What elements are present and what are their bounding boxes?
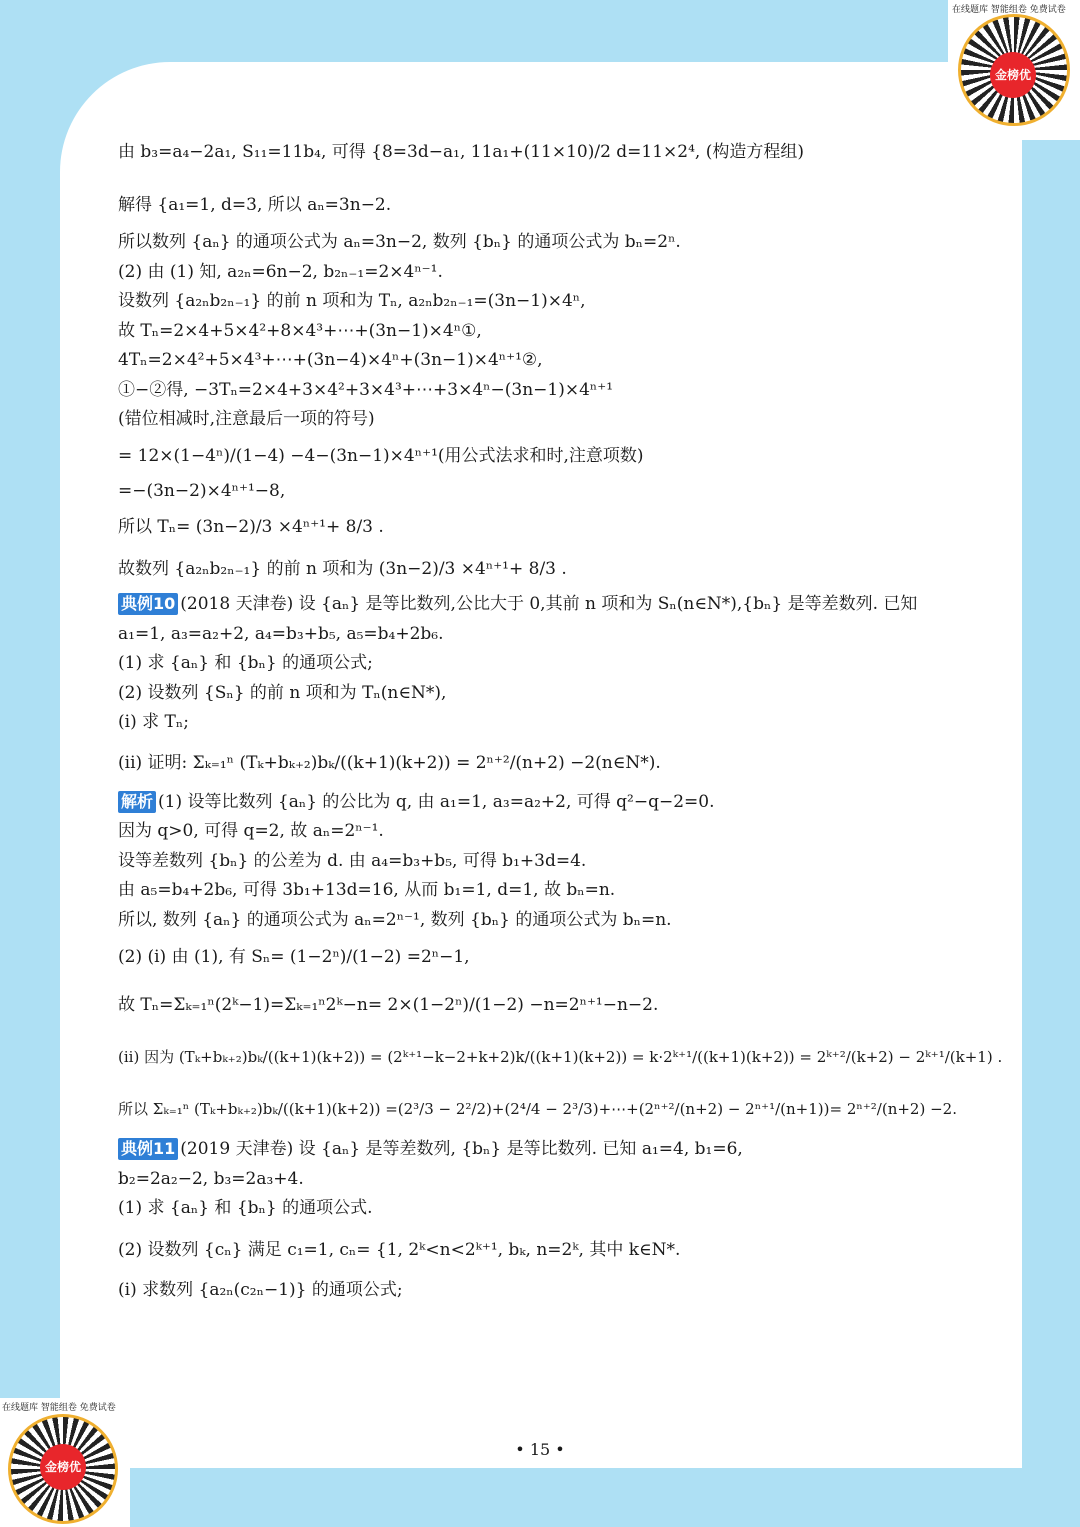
text-line: 所以, 数列 {aₙ} 的通项公式为 aₙ=2ⁿ⁻¹, 数列 {bₙ} 的通项公式为 bₙ=n. [118, 909, 672, 930]
qr-caption: 在线题库 智能组卷 免费试卷 [2, 1403, 116, 1413]
text-line: (2) 设数列 {cₙ} 满足 c₁=1, cₙ= {1, 2ᵏ<n<2ᵏ⁺¹, bₖ, n=2ᵏ, 其中 k∈N*. [118, 1239, 681, 1260]
example-11-text: (2019 天津卷) 设 {aₙ} 是等差数列, {bₙ} 是等比数列. 已知 a₁=4, b₁=6, [180, 1139, 743, 1159]
text-line: 故 Tₙ=2×4+5×4²+8×4³+⋯+(3n−1)×4ⁿ①, [118, 320, 482, 341]
qr-code-bottom-left[interactable] [0, 1398, 130, 1527]
example-10-tag: 典例10 [118, 593, 178, 615]
example-10-line [118, 590, 998, 620]
text-line: a₁=1, a₃=a₂+2, a₄=b₃+b₅, a₅=b₄+2b₆. [118, 623, 444, 644]
text-line: 解得 {a₁=1, d=3, 所以 aₙ=3n−2. [118, 195, 392, 215]
text-line: 4Tₙ=2×4²+5×4³+⋯+(3n−4)×4ⁿ+(3n−1)×4ⁿ⁺¹②, [118, 350, 543, 370]
text-line: (1) 求 {aₙ} 和 {bₙ} 的通项公式; [118, 653, 373, 673]
text-line: b₂=2a₂−2, b₃=2a₃+4. [118, 1168, 304, 1189]
text-line: 所以数列 {aₙ} 的通项公式为 aₙ=3n−2, 数列 {bₙ} 的通项公式为 bₙ=2ⁿ. [118, 232, 681, 252]
text-line: (2) 由 (1) 知, a₂ₙ=6n−2, b₂ₙ₋₁=2×4ⁿ⁻¹. [118, 261, 443, 282]
example-11-tag: 典例11 [118, 1138, 178, 1160]
page-content [118, 122, 1003, 1305]
text-line: ①−②得, −3Tₙ=2×4+3×4²+3×4³+⋯+3×4ⁿ−(3n−1)×4ⁿ⁺¹ [118, 379, 614, 400]
text-line: (错位相减时,注意最后一项的符号) [118, 409, 375, 429]
text-line: (ii) 证明: Σₖ₌₁ⁿ (Tₖ+bₖ₊₂)bₖ/((k+1)(k+2)) = 2ⁿ⁺²/(n+2) −2(n∈N*). [118, 752, 661, 773]
text-line: 设数列 {a₂ₙb₂ₙ₋₁} 的前 n 项和为 Tₙ, a₂ₙb₂ₙ₋₁=(3n−1)×4ⁿ, [118, 291, 586, 311]
text-line: 所以 Tₙ= (3n−2)/3 ×4ⁿ⁺¹+ 8/3 . [118, 517, 384, 537]
text-line: =−(3n−2)×4ⁿ⁺¹−8, [118, 480, 286, 501]
qr-caption: 在线题库 智能组卷 免费试卷 [952, 5, 1066, 15]
text-line: 设等差数列 {bₙ} 的公差为 d. 由 a₄=b₃+b₅, 可得 b₁+3d=4. [118, 850, 587, 871]
brand-logo: 金榜优 [40, 1444, 86, 1490]
text-line: (i) 求数列 {a₂ₙ(c₂ₙ−1)} 的通项公式; [118, 1279, 403, 1300]
text-line: (2) (i) 由 (1), 有 Sₙ= (1−2ⁿ)/(1−2) =2ⁿ−1, [118, 947, 470, 967]
brand-logo: 金榜优 [990, 52, 1036, 98]
text-line: (ii) 因为 (Tₖ+bₖ₊₂)bₖ/((k+1)(k+2)) = (2ᵏ⁺¹−k−2+k+2)k/((k+1)(k+2)) = k·2ᵏ⁺¹/((k+1)(k+2)) = 2ᵏ⁺²/(k+2) − 2ᵏ⁺¹/(k+1) . [118, 1048, 1003, 1066]
text-line: = 12×(1−4ⁿ)/(1−4) −4−(3n−1)×4ⁿ⁺¹(用公式法求和时,注意项数) [118, 445, 644, 466]
analysis-text: (1) 设等比数列 {aₙ} 的公比为 q, 由 a₁=1, a₃=a₂+2, 可得 q²−q−2=0. [158, 791, 715, 812]
text-line: 所以 Σₖ₌₁ⁿ (Tₖ+bₖ₊₂)bₖ/((k+1)(k+2)) =(2³/3 − 2²/2)+(2⁴/4 − 2³/3)+⋯+(2ⁿ⁺²/(n+2) − 2ⁿ⁺¹/(n+1))= 2ⁿ⁺²/(n+2) −2. [118, 1100, 957, 1118]
text-line: 由 b₃=a₄−2a₁, S₁₁=11b₄, 可得 {8=3d−a₁, 11a₁+(11×10)/2 d=11×2⁴, (构造方程组) [118, 142, 805, 162]
text-line: 因为 q>0, 可得 q=2, 故 aₙ=2ⁿ⁻¹. [118, 821, 384, 841]
qr-code-top-right[interactable] [948, 0, 1080, 140]
analysis-tag: 解析 [118, 791, 156, 813]
text-line: 故 Tₙ=Σₖ₌₁ⁿ(2ᵏ−1)=Σₖ₌₁ⁿ2ᵏ−n= 2×(1−2ⁿ)/(1−2) −n=2ⁿ⁺¹−n−2. [118, 995, 659, 1015]
text-line: 由 a₅=b₄+2b₆, 可得 3b₁+13d=16, 从而 b₁=1, d=1, 故 bₙ=n. [118, 880, 616, 900]
example-10-text: (2018 天津卷) 设 {aₙ} 是等比数列,公比大于 0,其前 n 项和为 Sₙ(n∈N*),{bₙ} 是等差数列. 已知 [180, 594, 918, 614]
text-line: (2) 设数列 {Sₙ} 的前 n 项和为 Tₙ(n∈N*), [118, 682, 447, 703]
text-line: 故数列 {a₂ₙb₂ₙ₋₁} 的前 n 项和为 (3n−2)/3 ×4ⁿ⁺¹+ 8/3 . [118, 559, 567, 579]
example-11-line [118, 1135, 998, 1165]
text-line: (i) 求 Tₙ; [118, 712, 189, 732]
page-number: • 15 • [515, 1440, 565, 1459]
text-line: (1) 求 {aₙ} 和 {bₙ} 的通项公式. [118, 1198, 373, 1218]
page-sheet [60, 62, 1022, 1468]
analysis-line [118, 788, 998, 818]
